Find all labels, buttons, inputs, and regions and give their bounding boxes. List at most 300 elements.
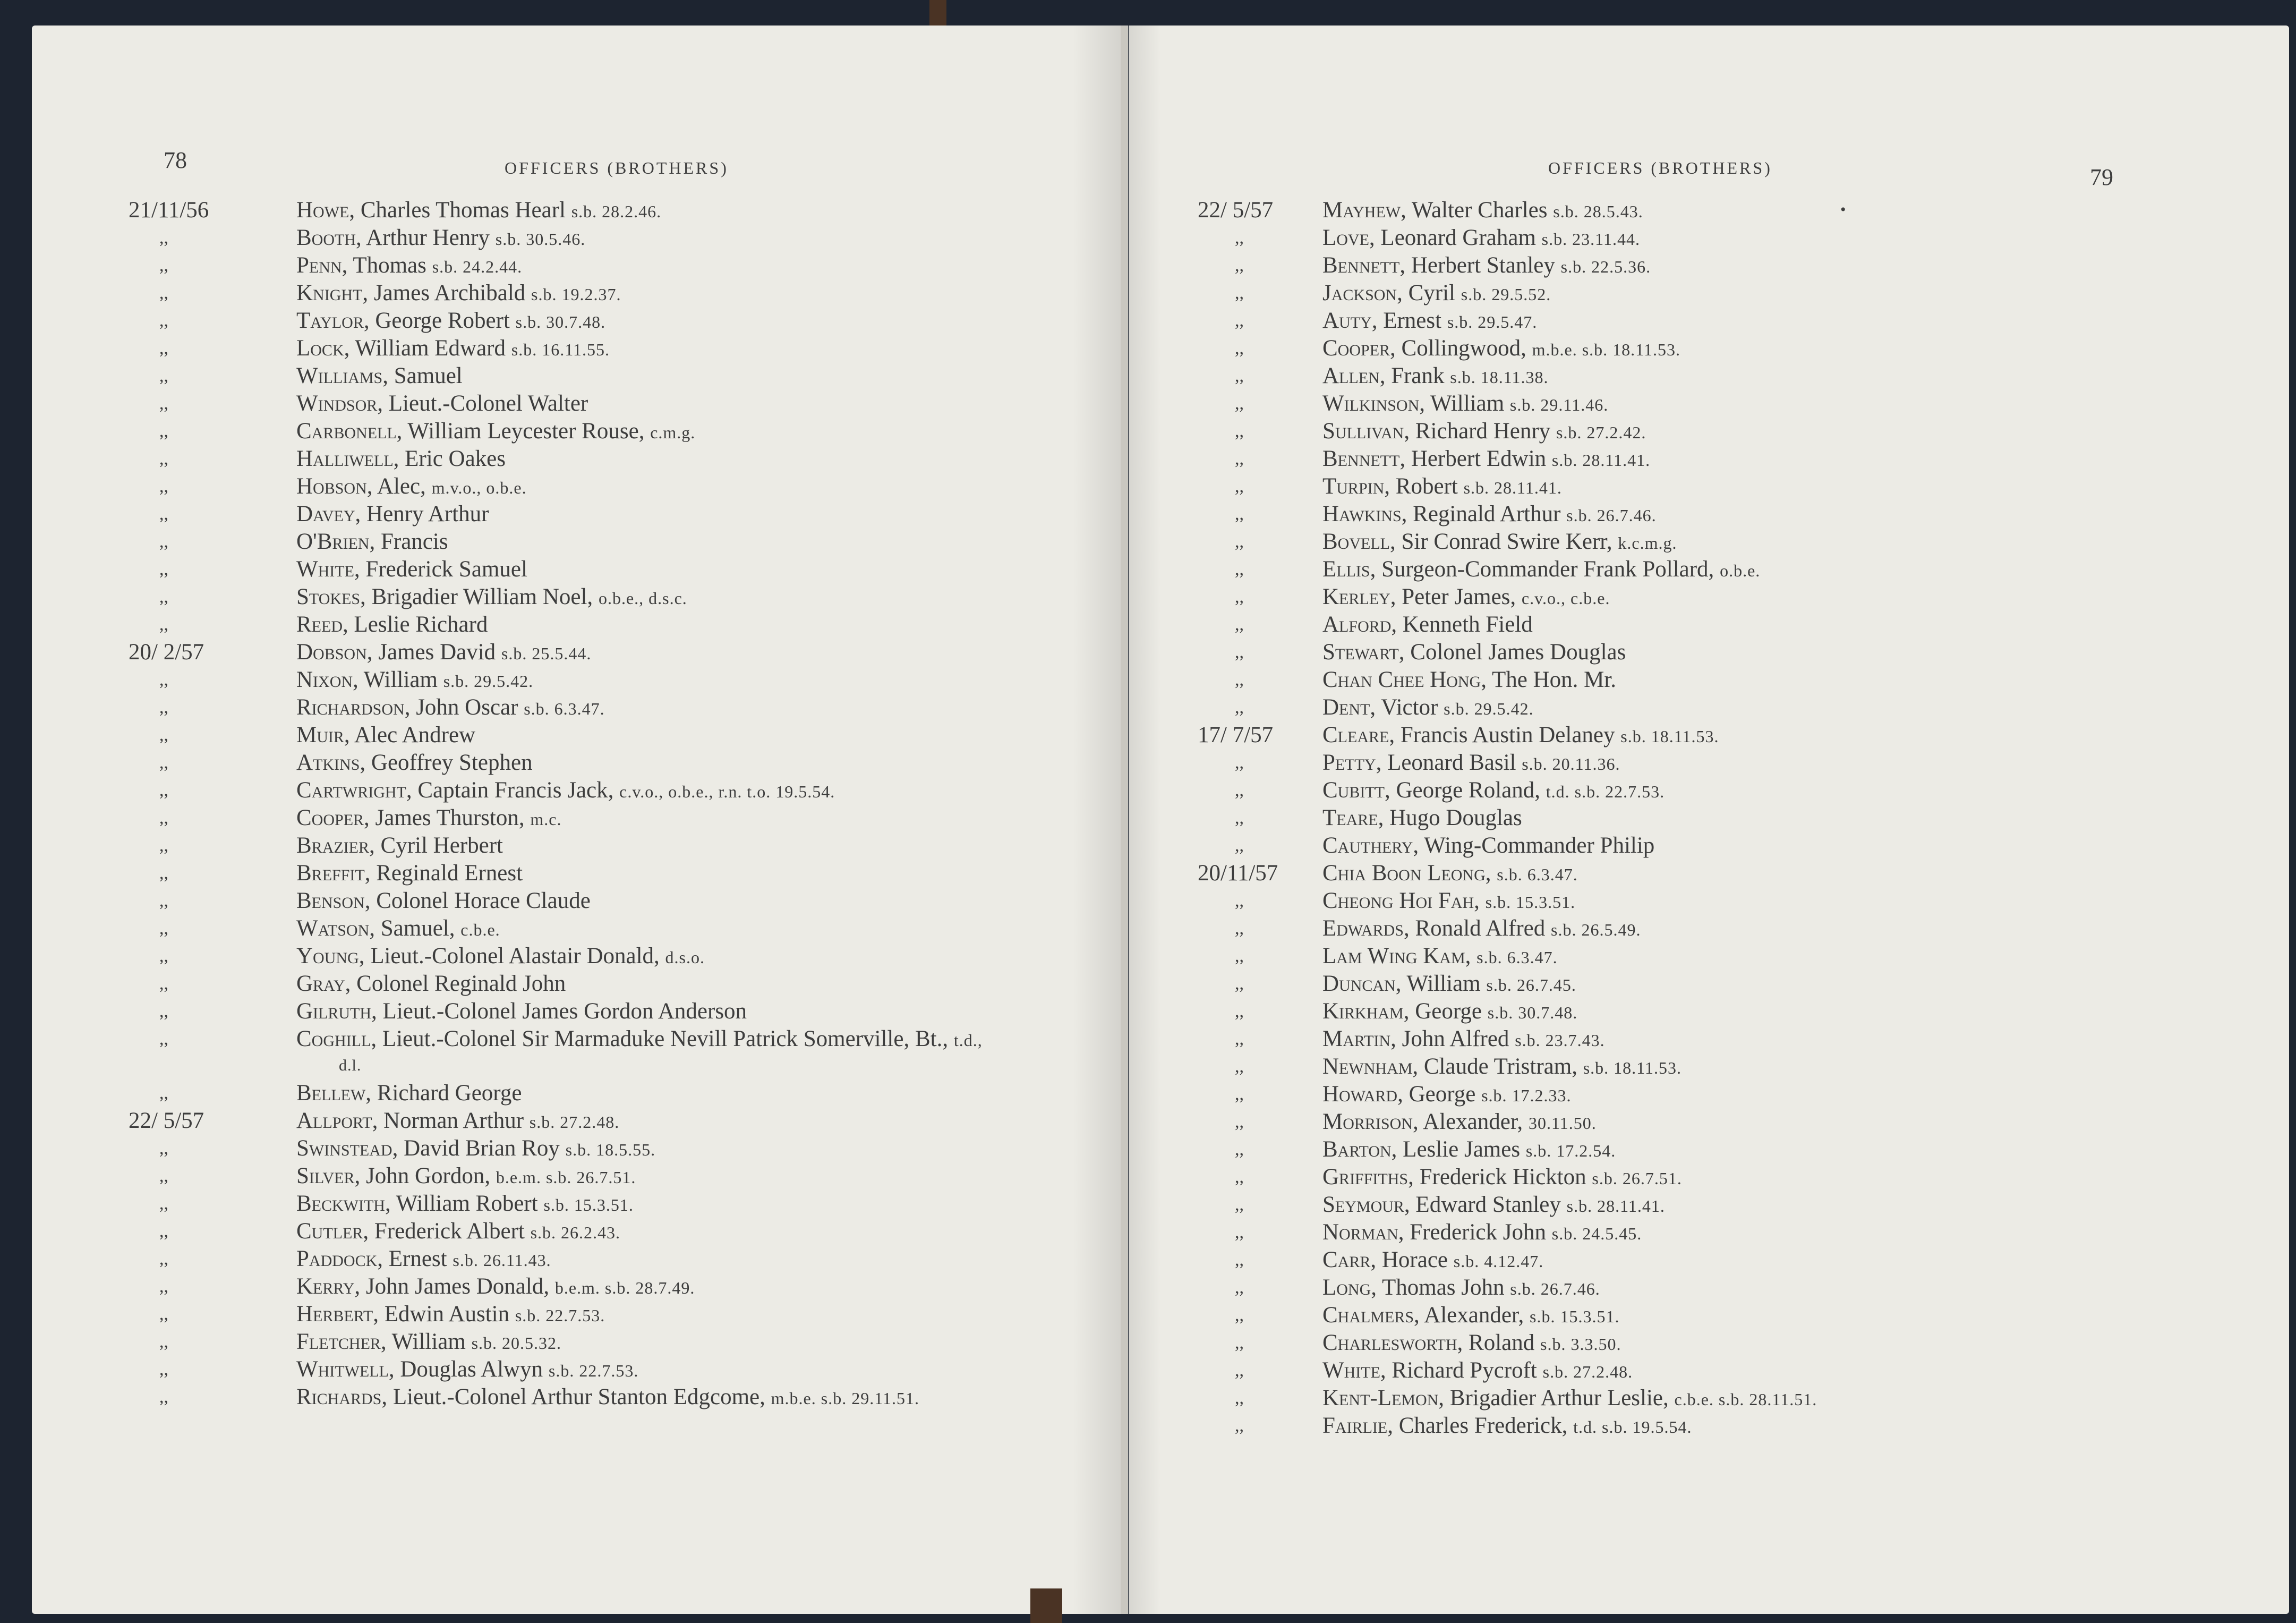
surname: Newnham <box>1322 1054 1413 1079</box>
entry-text: Whitwell, Douglas Alwyn s.b. 22.7.53. <box>296 1357 639 1382</box>
entry-text: Nixon, William s.b. 29.5.42. <box>296 667 534 692</box>
surname: Stokes <box>296 584 361 609</box>
list-item <box>1129 197 2289 224</box>
surname: Benson <box>296 888 365 913</box>
surname: Williams <box>296 363 383 388</box>
list-item <box>1129 1108 2289 1136</box>
entry-text: Hobson, Alec, m.v.o., o.b.e. <box>296 474 527 499</box>
given-names: Francis Austin Delaney <box>1400 723 1615 747</box>
honours-and-date: s.b. 26.5.49. <box>1551 920 1641 939</box>
entry-text: Booth, Arthur Henry s.b. 30.5.46. <box>296 225 586 250</box>
list-item <box>32 418 1121 445</box>
honours-and-date: s.b. 23.11.44. <box>1541 230 1640 249</box>
entry-text: Bovell, Sir Conrad Swire Kerr, k.c.m.g. <box>1322 529 1677 554</box>
ditto-mark: ,, <box>1235 587 1244 607</box>
surname: Gray <box>296 971 345 996</box>
honours-and-date: s.b. 26.2.43. <box>530 1223 621 1242</box>
ditto-mark: ,, <box>1235 946 1244 966</box>
honours-and-date: s.b. 29.5.47. <box>1447 312 1538 332</box>
surname: Davey <box>296 502 355 526</box>
ditto-mark: ,, <box>1235 1084 1244 1104</box>
entry-text: Norman, Frederick John s.b. 24.5.45. <box>1322 1220 1642 1245</box>
surname: Seymour <box>1322 1192 1404 1217</box>
entry-text: Morrison, Alexander, 30.11.50. <box>1322 1109 1597 1134</box>
entry-text: Charlesworth, Roland s.b. 3.3.50. <box>1322 1330 1621 1355</box>
ditto-mark: ,, <box>1235 780 1244 800</box>
honours-and-date: s.b. 18.11.53. <box>1583 1058 1682 1077</box>
honours-and-date: c.m.g. <box>650 423 696 442</box>
given-names: James Archibald <box>373 281 526 305</box>
honours-and-date: s.b. 23.7.43. <box>1515 1031 1605 1050</box>
entry-text: Cooper, Collingwood, m.b.e. s.b. 18.11.53. <box>1322 336 1680 361</box>
list-item <box>1129 362 2289 390</box>
given-names: Frederick Samuel <box>365 557 527 582</box>
ditto-mark: ,, <box>1235 642 1244 662</box>
given-names: Richard George <box>377 1081 522 1106</box>
entry-text: Benson, Colonel Horace Claude <box>296 888 591 913</box>
given-names: Samuel, <box>380 916 455 941</box>
list-item <box>32 528 1121 556</box>
list-item <box>1129 1274 2289 1302</box>
given-names: Edwin Austin <box>384 1302 510 1327</box>
list-item <box>1129 749 2289 777</box>
list-item <box>32 749 1121 777</box>
given-names: Frederick John <box>1410 1220 1546 1245</box>
entry-text: O'Brien, Francis <box>296 529 448 554</box>
given-names: Alec Andrew <box>354 723 476 747</box>
ditto-mark: ,, <box>159 532 168 551</box>
surname: Booth <box>296 225 356 250</box>
ditto-mark: ,, <box>159 1001 168 1021</box>
honours-and-date: s.b. 26.7.51. <box>1592 1169 1682 1188</box>
entry-text: Howard, George s.b. 17.2.33. <box>1322 1082 1572 1107</box>
list-item <box>32 721 1121 749</box>
list-item <box>1129 1412 2289 1440</box>
entry-text: Love, Leonard Graham s.b. 23.11.44. <box>1322 225 1640 250</box>
honours-and-date: s.b. 16.11.55. <box>511 340 610 359</box>
entry-text: Fletcher, William s.b. 20.5.32. <box>296 1329 562 1354</box>
entry-text: Howe, Charles Thomas Hearl s.b. 28.2.46. <box>296 198 662 223</box>
given-names: Surgeon-Commander Frank Pollard, <box>1381 557 1714 582</box>
entry-text: Carr, Horace s.b. 4.12.47. <box>1322 1247 1544 1272</box>
list-item <box>32 1328 1121 1356</box>
entry-text: White, Richard Pycroft s.b. 27.2.48. <box>1322 1358 1633 1383</box>
honours-and-date: s.b. 29.5.42. <box>443 672 534 691</box>
honours-and-date: s.b. 17.2.54. <box>1525 1141 1616 1160</box>
meeting-date: 20/11/57 <box>1198 861 1278 886</box>
ditto-mark: ,, <box>1235 1140 1244 1159</box>
ditto-mark: ,, <box>1235 283 1244 303</box>
surname: Cleare <box>1322 723 1389 747</box>
honours-and-date: c.v.o., o.b.e., r.n. t.o. 19.5.54. <box>619 782 835 801</box>
list-item <box>32 445 1121 473</box>
given-names: George <box>1409 1082 1476 1107</box>
given-names: The Hon. Mr. <box>1491 667 1617 692</box>
surname: Edwards <box>1322 916 1404 941</box>
ditto-mark: ,, <box>159 338 168 358</box>
given-names: Horace <box>1381 1247 1448 1272</box>
ditto-mark: ,, <box>1235 670 1244 690</box>
ditto-mark: ,, <box>1235 615 1244 634</box>
surname: Chia Boon Leong <box>1322 861 1486 886</box>
entry-text: Chan Chee Hong, The Hon. Mr. <box>1322 667 1617 692</box>
given-names: Victor <box>1381 695 1438 720</box>
entry-text: Cauthery, Wing-Commander Philip <box>1322 833 1655 858</box>
surname: Petty <box>1322 750 1376 775</box>
ditto-mark: ,, <box>159 1194 168 1213</box>
given-names: Colonel Horace Claude <box>376 888 591 913</box>
list-item <box>32 197 1121 224</box>
ditto-mark: ,, <box>159 863 168 883</box>
entry-text: Paddock, Ernest s.b. 26.11.43. <box>296 1246 551 1271</box>
entry-text: Bennett, Herbert Stanley s.b. 22.5.36. <box>1322 253 1651 278</box>
given-names: John Oscar <box>416 695 518 720</box>
list-item <box>1129 583 2289 611</box>
honours-and-date: s.b. 6.3.47. <box>1476 948 1558 967</box>
list-item <box>1129 556 2289 583</box>
given-names: Thomas <box>353 253 426 278</box>
ditto-mark: ,, <box>1235 1222 1244 1242</box>
surname: Carr <box>1322 1247 1371 1272</box>
entry-text: Seymour, Edward Stanley s.b. 28.11.41. <box>1322 1192 1665 1217</box>
surname: Kerley <box>1322 584 1390 609</box>
list-item <box>32 887 1121 915</box>
given-names: Brigadier Arthur Leslie, <box>1449 1386 1669 1410</box>
entry-text: Long, Thomas John s.b. 26.7.46. <box>1322 1275 1600 1300</box>
surname: Jackson <box>1322 281 1397 305</box>
given-names: William Edward <box>355 336 506 361</box>
list-item <box>1129 1357 2289 1384</box>
surname: Sullivan <box>1322 419 1404 444</box>
list-item <box>1129 611 2289 639</box>
list-item <box>32 473 1121 500</box>
given-names: Ernest <box>388 1246 447 1271</box>
surname: Nixon <box>296 667 353 692</box>
list-item <box>1129 445 2289 473</box>
list-item <box>32 556 1121 583</box>
ditto-mark: ,, <box>1235 808 1244 828</box>
ditto-mark: ,, <box>159 808 168 828</box>
honours-and-date: s.b. 26.11.43. <box>453 1251 551 1270</box>
ditto-mark: ,, <box>159 698 168 717</box>
ditto-mark: ,, <box>1235 366 1244 386</box>
ditto-mark: ,, <box>159 1221 168 1241</box>
list-item <box>32 639 1121 666</box>
entry-text: Allport, Norman Arthur s.b. 27.2.48. <box>296 1108 620 1133</box>
ditto-mark: ,, <box>1235 1416 1244 1435</box>
given-names: John James Donald, <box>365 1274 550 1299</box>
surname: Kirkham <box>1322 999 1404 1024</box>
honours-and-date: s.b. 28.11.41. <box>1463 478 1562 497</box>
list-item <box>1129 224 2289 252</box>
entry-text: Mayhew, Walter Charles s.b. 28.5.43. <box>1322 198 1643 223</box>
surname: Charlesworth <box>1322 1330 1457 1355</box>
list-item <box>1129 1219 2289 1246</box>
surname: Kent-Lemon <box>1322 1386 1439 1410</box>
list-item <box>1129 860 2289 887</box>
ditto-mark: ,, <box>159 504 168 524</box>
honours-and-date: k.c.m.g. <box>1618 533 1677 553</box>
given-names: Edward Stanley <box>1415 1192 1561 1217</box>
page-edge <box>1121 26 1128 1614</box>
given-names: Herbert Stanley <box>1411 253 1555 278</box>
given-names: William <box>1406 971 1481 996</box>
surname: Turpin <box>1322 474 1385 499</box>
given-names: Lieut.-Colonel Alastair Donald, <box>370 944 660 968</box>
surname: Griffiths <box>1322 1165 1409 1189</box>
honours-and-date: s.b. 4.12.47. <box>1453 1252 1544 1271</box>
list-item <box>32 1107 1121 1135</box>
ditto-mark: ,, <box>159 725 168 745</box>
honours-and-date: s.b. 30.7.48. <box>515 312 606 332</box>
given-names: John Gordon, <box>365 1163 491 1188</box>
ditto-mark: ,, <box>1235 1361 1244 1380</box>
list-item <box>1129 639 2289 666</box>
surname: Taylor <box>296 308 364 333</box>
entry-text: Alford, Kenneth Field <box>1322 612 1533 637</box>
given-names: Charles Frederick, <box>1398 1413 1568 1438</box>
honours-and-date: s.b. 24.2.44. <box>432 257 523 276</box>
honours-and-date: b.e.m. s.b. 28.7.49. <box>554 1278 695 1297</box>
surname: Cauthery <box>1322 833 1413 858</box>
surname: Carbonell <box>296 419 397 444</box>
stray-mark: • <box>1840 201 1846 218</box>
given-names: Walter Charles <box>1411 198 1548 223</box>
ditto-mark: ,, <box>159 1166 168 1186</box>
ditto-mark: ,, <box>1235 1029 1244 1049</box>
given-names: Lieut.-Colonel James Gordon Anderson <box>382 999 747 1024</box>
surname: Cooper <box>1322 336 1390 361</box>
honours-and-date: b.e.m. s.b. 26.7.51. <box>496 1168 636 1187</box>
surname: Paddock <box>296 1246 378 1271</box>
honours-and-date: s.b. 22.7.53. <box>515 1306 605 1325</box>
meeting-date: 22/ 5/57 <box>1198 198 1274 223</box>
entry-text: Cutler, Frederick Albert s.b. 26.2.43. <box>296 1219 621 1244</box>
honours-and-date: s.b. 30.5.46. <box>495 230 586 249</box>
list-item <box>1129 1081 2289 1108</box>
honours-and-date: s.b. 27.2.48. <box>1542 1362 1633 1381</box>
spine-binding-top <box>929 0 946 27</box>
surname: Cheong Hoi Fah <box>1322 888 1474 913</box>
entry-text: Lock, William Edward s.b. 16.11.55. <box>296 336 610 361</box>
honours-and-date: s.b. 29.11.46. <box>1509 395 1609 414</box>
ditto-mark: ,, <box>159 1387 168 1407</box>
list-item <box>32 500 1121 528</box>
running-head: OFFICERS (BROTHERS) <box>1548 158 1772 177</box>
surname: Cooper <box>296 805 364 830</box>
list-item <box>1129 335 2289 362</box>
right-page <box>1129 26 2289 1614</box>
ditto-mark: ,, <box>159 587 168 607</box>
list-item <box>32 252 1121 279</box>
list-item <box>1129 252 2289 279</box>
honours-and-date: s.b. 6.3.47. <box>524 699 605 718</box>
surname: Chan Chee Hong <box>1322 667 1481 692</box>
given-names: Frank <box>1391 363 1445 388</box>
given-names: Collingwood, <box>1401 336 1526 361</box>
surname: Beckwith <box>296 1191 385 1216</box>
ditto-mark: ,, <box>159 1249 168 1269</box>
entry-text: Chia Boon Leong, s.b. 6.3.47. <box>1322 861 1578 886</box>
honours-and-date: s.b. 26.7.46. <box>1566 506 1657 525</box>
surname: Hobson <box>296 474 367 499</box>
ditto-mark: ,, <box>1235 1001 1244 1021</box>
given-names: Leonard Basil <box>1387 750 1516 775</box>
ditto-mark: ,, <box>1235 1057 1244 1076</box>
list-item <box>1129 418 2289 445</box>
ditto-mark: ,, <box>1235 1333 1244 1353</box>
honours-and-date: s.b. 20.11.36. <box>1522 754 1620 774</box>
list-item <box>1129 942 2289 970</box>
entry-text: Bennett, Herbert Edwin s.b. 28.11.41. <box>1322 446 1651 471</box>
list-item <box>32 307 1121 335</box>
given-names: William Leycester Rouse, <box>407 419 645 444</box>
honours-and-date: t.d. s.b. 22.7.53. <box>1546 782 1665 801</box>
honours-and-date: c.b.e. s.b. 28.11.51. <box>1674 1390 1817 1409</box>
honours-and-date: c.b.e. <box>460 920 500 939</box>
list-item <box>1129 1302 2289 1329</box>
surname: Martin <box>1322 1026 1391 1051</box>
honours-and-date: s.b. 30.7.48. <box>1487 1003 1578 1022</box>
ditto-mark: ,, <box>1235 338 1244 358</box>
entry-text: Halliwell, Eric Oakes <box>296 446 506 471</box>
surname: Bovell <box>1322 529 1390 554</box>
entry-text: Silver, John Gordon, b.e.m. s.b. 26.7.51. <box>296 1163 636 1188</box>
honours-and-date: m.c. <box>530 810 562 829</box>
surname: White <box>1322 1358 1380 1383</box>
list-item <box>1129 1163 2289 1191</box>
entry-text: Griffiths, Frederick Hickton s.b. 26.7.51. <box>1322 1165 1682 1189</box>
ditto-mark: ,, <box>1235 1250 1244 1270</box>
entry-text: Penn, Thomas s.b. 24.2.44. <box>296 253 523 278</box>
ditto-mark: ,, <box>1235 1112 1244 1132</box>
entry-text: Gray, Colonel Reginald John <box>296 971 566 996</box>
surname: Fletcher <box>296 1329 381 1354</box>
honours-and-date: m.b.e. s.b. 29.11.51. <box>771 1389 920 1408</box>
given-names: Alexander, <box>1424 1303 1524 1328</box>
ditto-mark: ,, <box>1235 449 1244 469</box>
entry-text: Muir, Alec Andrew <box>296 723 476 747</box>
surname: Atkins <box>296 750 360 775</box>
entry-text: Turpin, Robert s.b. 28.11.41. <box>1322 474 1562 499</box>
ditto-mark: ,, <box>159 1359 168 1379</box>
given-names: James David <box>378 640 496 665</box>
given-names: Francis <box>380 529 448 554</box>
list-item <box>32 1218 1121 1245</box>
list-item <box>32 1301 1121 1328</box>
meeting-date: 20/ 2/57 <box>129 640 204 665</box>
entry-text: Stewart, Colonel James Douglas <box>1322 640 1626 665</box>
given-names: Richard Henry <box>1415 419 1551 444</box>
honours-and-date: s.b. 24.5.45. <box>1551 1224 1642 1243</box>
page-number: 78 <box>164 147 187 173</box>
given-names: George Roland, <box>1396 778 1540 803</box>
list-item <box>32 694 1121 721</box>
surname: Love <box>1322 225 1369 250</box>
entry-text: Cooper, James Thurston, m.c. <box>296 805 562 830</box>
entry-text: Coghill, Lieut.-Colonel Sir Marmaduke Nevill Patrick Somerville, Bt., t.d., <box>296 1026 983 1051</box>
ditto-mark: ,, <box>159 559 168 579</box>
honours-and-date: t.d. s.b. 19.5.54. <box>1573 1417 1692 1437</box>
ditto-mark: ,, <box>1235 698 1244 717</box>
ditto-mark: ,, <box>159 228 168 248</box>
entry-text: Windsor, Lieut.-Colonel Walter <box>296 391 588 416</box>
list-item <box>32 1273 1121 1301</box>
given-names: Lieut.-Colonel Arthur Stanton Edgcome, <box>392 1384 765 1409</box>
list-item <box>32 1025 1121 1080</box>
surname: Barton <box>1322 1137 1392 1162</box>
ditto-mark: ,, <box>1235 1388 1244 1408</box>
surname: Cartwright <box>296 778 406 803</box>
list-item <box>1129 1025 2289 1053</box>
given-names: Henry Arthur <box>366 502 489 526</box>
given-names: Frederick Hickton <box>1419 1165 1586 1189</box>
given-names: Arthur Henry <box>366 225 490 250</box>
list-item <box>32 224 1121 252</box>
list-item <box>32 335 1121 362</box>
ditto-mark: ,, <box>159 366 168 386</box>
list-item <box>32 1080 1121 1107</box>
surname: Dobson <box>296 640 367 665</box>
entry-text: Bellew, Richard George <box>296 1081 522 1106</box>
entry-text: Lam Wing Kam, s.b. 6.3.47. <box>1322 944 1558 968</box>
given-names: Alec, <box>377 474 426 499</box>
honours-and-date: s.b. 22.7.53. <box>548 1361 639 1380</box>
list-item <box>32 583 1121 611</box>
given-names: William <box>1430 391 1505 416</box>
entry-text: Hawkins, Reginald Arthur s.b. 26.7.46. <box>1322 502 1657 526</box>
honours-and-date: s.b. 3.3.50. <box>1540 1335 1621 1354</box>
list-item <box>1129 915 2289 942</box>
ditto-mark: ,, <box>159 449 168 469</box>
honours-and-date: o.b.e. <box>1720 561 1761 580</box>
surname: Duncan <box>1322 971 1396 996</box>
honours-and-date: s.b. 28.11.41. <box>1566 1196 1665 1216</box>
ditto-mark: ,, <box>159 615 168 634</box>
honours-and-date: s.b. 22.5.36. <box>1560 257 1651 276</box>
honours-and-date: s.b. 15.3.51. <box>1485 893 1576 912</box>
ditto-mark: ,, <box>159 256 168 275</box>
entry-text: Cartwright, Captain Francis Jack, c.v.o., o.b.e., r.n. t.o. 19.5.54. <box>296 778 835 803</box>
ditto-mark: ,, <box>159 753 168 772</box>
surname: White <box>296 557 354 582</box>
list-item <box>32 998 1121 1025</box>
entry-text: Swinstead, David Brian Roy s.b. 18.5.55. <box>296 1136 656 1161</box>
surname: Bennett <box>1322 446 1400 471</box>
honours-and-date: d.s.o. <box>665 948 705 967</box>
surname: Kerry <box>296 1274 355 1299</box>
given-names: Colonel James Douglas <box>1410 640 1626 665</box>
ditto-mark: ,, <box>1235 559 1244 579</box>
list-item <box>32 804 1121 832</box>
ditto-mark: ,, <box>159 477 168 496</box>
surname: Muir <box>296 723 344 747</box>
honours-and-date: s.b. 28.5.43. <box>1553 202 1643 221</box>
honours-and-date: s.b. 19.2.37. <box>531 285 621 304</box>
ditto-mark: ,, <box>1235 477 1244 496</box>
ditto-mark: ,, <box>1235 228 1244 248</box>
given-names: Ernest <box>1383 308 1442 333</box>
ditto-mark: ,, <box>159 394 168 413</box>
ditto-mark: ,, <box>159 1277 168 1296</box>
ditto-mark: ,, <box>1235 891 1244 911</box>
ditto-mark: ,, <box>159 1083 168 1103</box>
given-names: Thomas John <box>1382 1275 1505 1300</box>
entry-text: Sullivan, Richard Henry s.b. 27.2.42. <box>1322 419 1646 444</box>
ditto-mark: ,, <box>1235 504 1244 524</box>
given-names: Peter James, <box>1402 584 1516 609</box>
given-names: Hugo Douglas <box>1389 805 1522 830</box>
